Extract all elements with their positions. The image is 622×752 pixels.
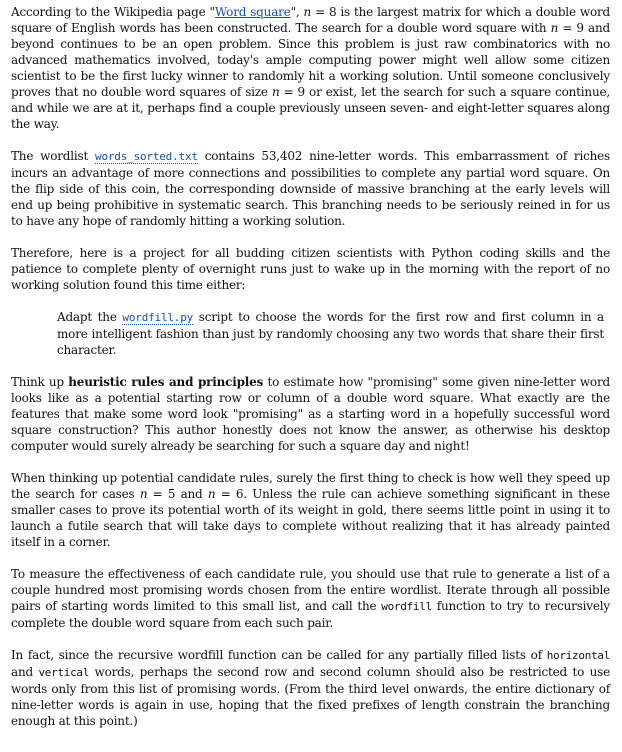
project-blockquote: Adapt the wordfill.py script to choose the words for the first row and first column in a more intelligent fashion than just by randomly choosing any two words that share their first character. — [57, 310, 604, 357]
vertical-code: vertical — [38, 666, 90, 679]
paragraph-project: Therefore, here is a project for all budding citizen scientists with Python coding skills and the patience to complete plenty of overnight runs just to wake up in the morning with the report of no working solution found this time either: — [11, 246, 610, 292]
wordfill-script-link[interactable]: wordfill.py — [122, 311, 194, 324]
variable-n: n — [303, 5, 312, 19]
paragraph-measure: To measure the effectiveness of each candidate rule, you should use that rule to generate a list of a couple hundred most promising words chosen from the entire wordlist. Iterate through all possible pairs of starting words limited to this small list, and call the wordfill function to try to recursively complete the double word square from each such pair. — [11, 567, 610, 630]
variable-n: n — [207, 487, 216, 501]
paragraph-wordlist: The wordlist words_sorted.txt contains 53,402 nine-letter words. This embarrassment of riches incurs an advantage of more connections and possibilities to complete any partial word square. On the flip side of this coin, the corresponding downside of massive branching at the early levels will end up being prohibitive in systematic search. This branching needs to be seriously reined in for us to have any hope of randomly hitting a working solution. — [11, 149, 610, 228]
wordfill-function-code: wordfill — [381, 600, 432, 613]
paragraph-recursive: In fact, since the recursive wordfill function can be called for any partially filled lists of horizontal and vertical words, perhaps the second row and second column should also be restricted to use words only from this list of promising words. (From the third level onwards, the entire dictionary of nine-letter words is again in use, hoping that the fixed prefixes of length constrain the branching enough at this point.) — [11, 648, 610, 728]
heuristic-rules-emphasis: heuristic rules and principles — [68, 375, 264, 389]
words-sorted-file-link[interactable]: words_sorted.txt — [95, 150, 198, 163]
paragraph-candidate-rules: When thinking up potential candidate rules, surely the first thing to check is how well they speed up the search for cases n = 5 and n = 6. Unless the rule can achieve something significant in these smaller cases to prove its potential worth of its weight in gold, there seems little point in using it to launch a futile search that will take days to complete without realizing that it has already painted itself in a corner. — [11, 471, 611, 549]
horizontal-code: horizontal — [546, 649, 610, 662]
variable-n: n — [139, 487, 148, 501]
variable-n: n — [271, 85, 280, 99]
paragraph-intro: According to the Wikipedia page "Word square", n = 8 is the largest matrix for which a double word square of English words has been constructed. The search for a double word square with n = 9 and beyond continues to be an open problem. Since this problem is just raw combinatorics with no advanced mathematics involved, today's ample computing power might well allow some citizen scientist to be the first lucky winner to randomly hit a working solution. Until someone conclusively proves that no double word squares of size n = 9 or exist, let the search for such a square continue, and while we are at it, perhaps find a couple previously unseen seven- and eight-letter squares along the way. — [11, 5, 610, 131]
word-square-wikipedia-link[interactable]: Word square — [214, 5, 291, 19]
paragraph-heuristics: Think up heuristic rules and principles to estimate how "promising" some given nine-letter word looks like as a potential starting row or column of a double word square. What exactly are the features that make some word look "promising" as a starting word in a hopefully successful word square construction? This author honestly does not know the answer, as otherwise his desktop computer would surely already be searching for such a square day and night! — [11, 375, 610, 453]
variable-n: n — [550, 21, 559, 35]
